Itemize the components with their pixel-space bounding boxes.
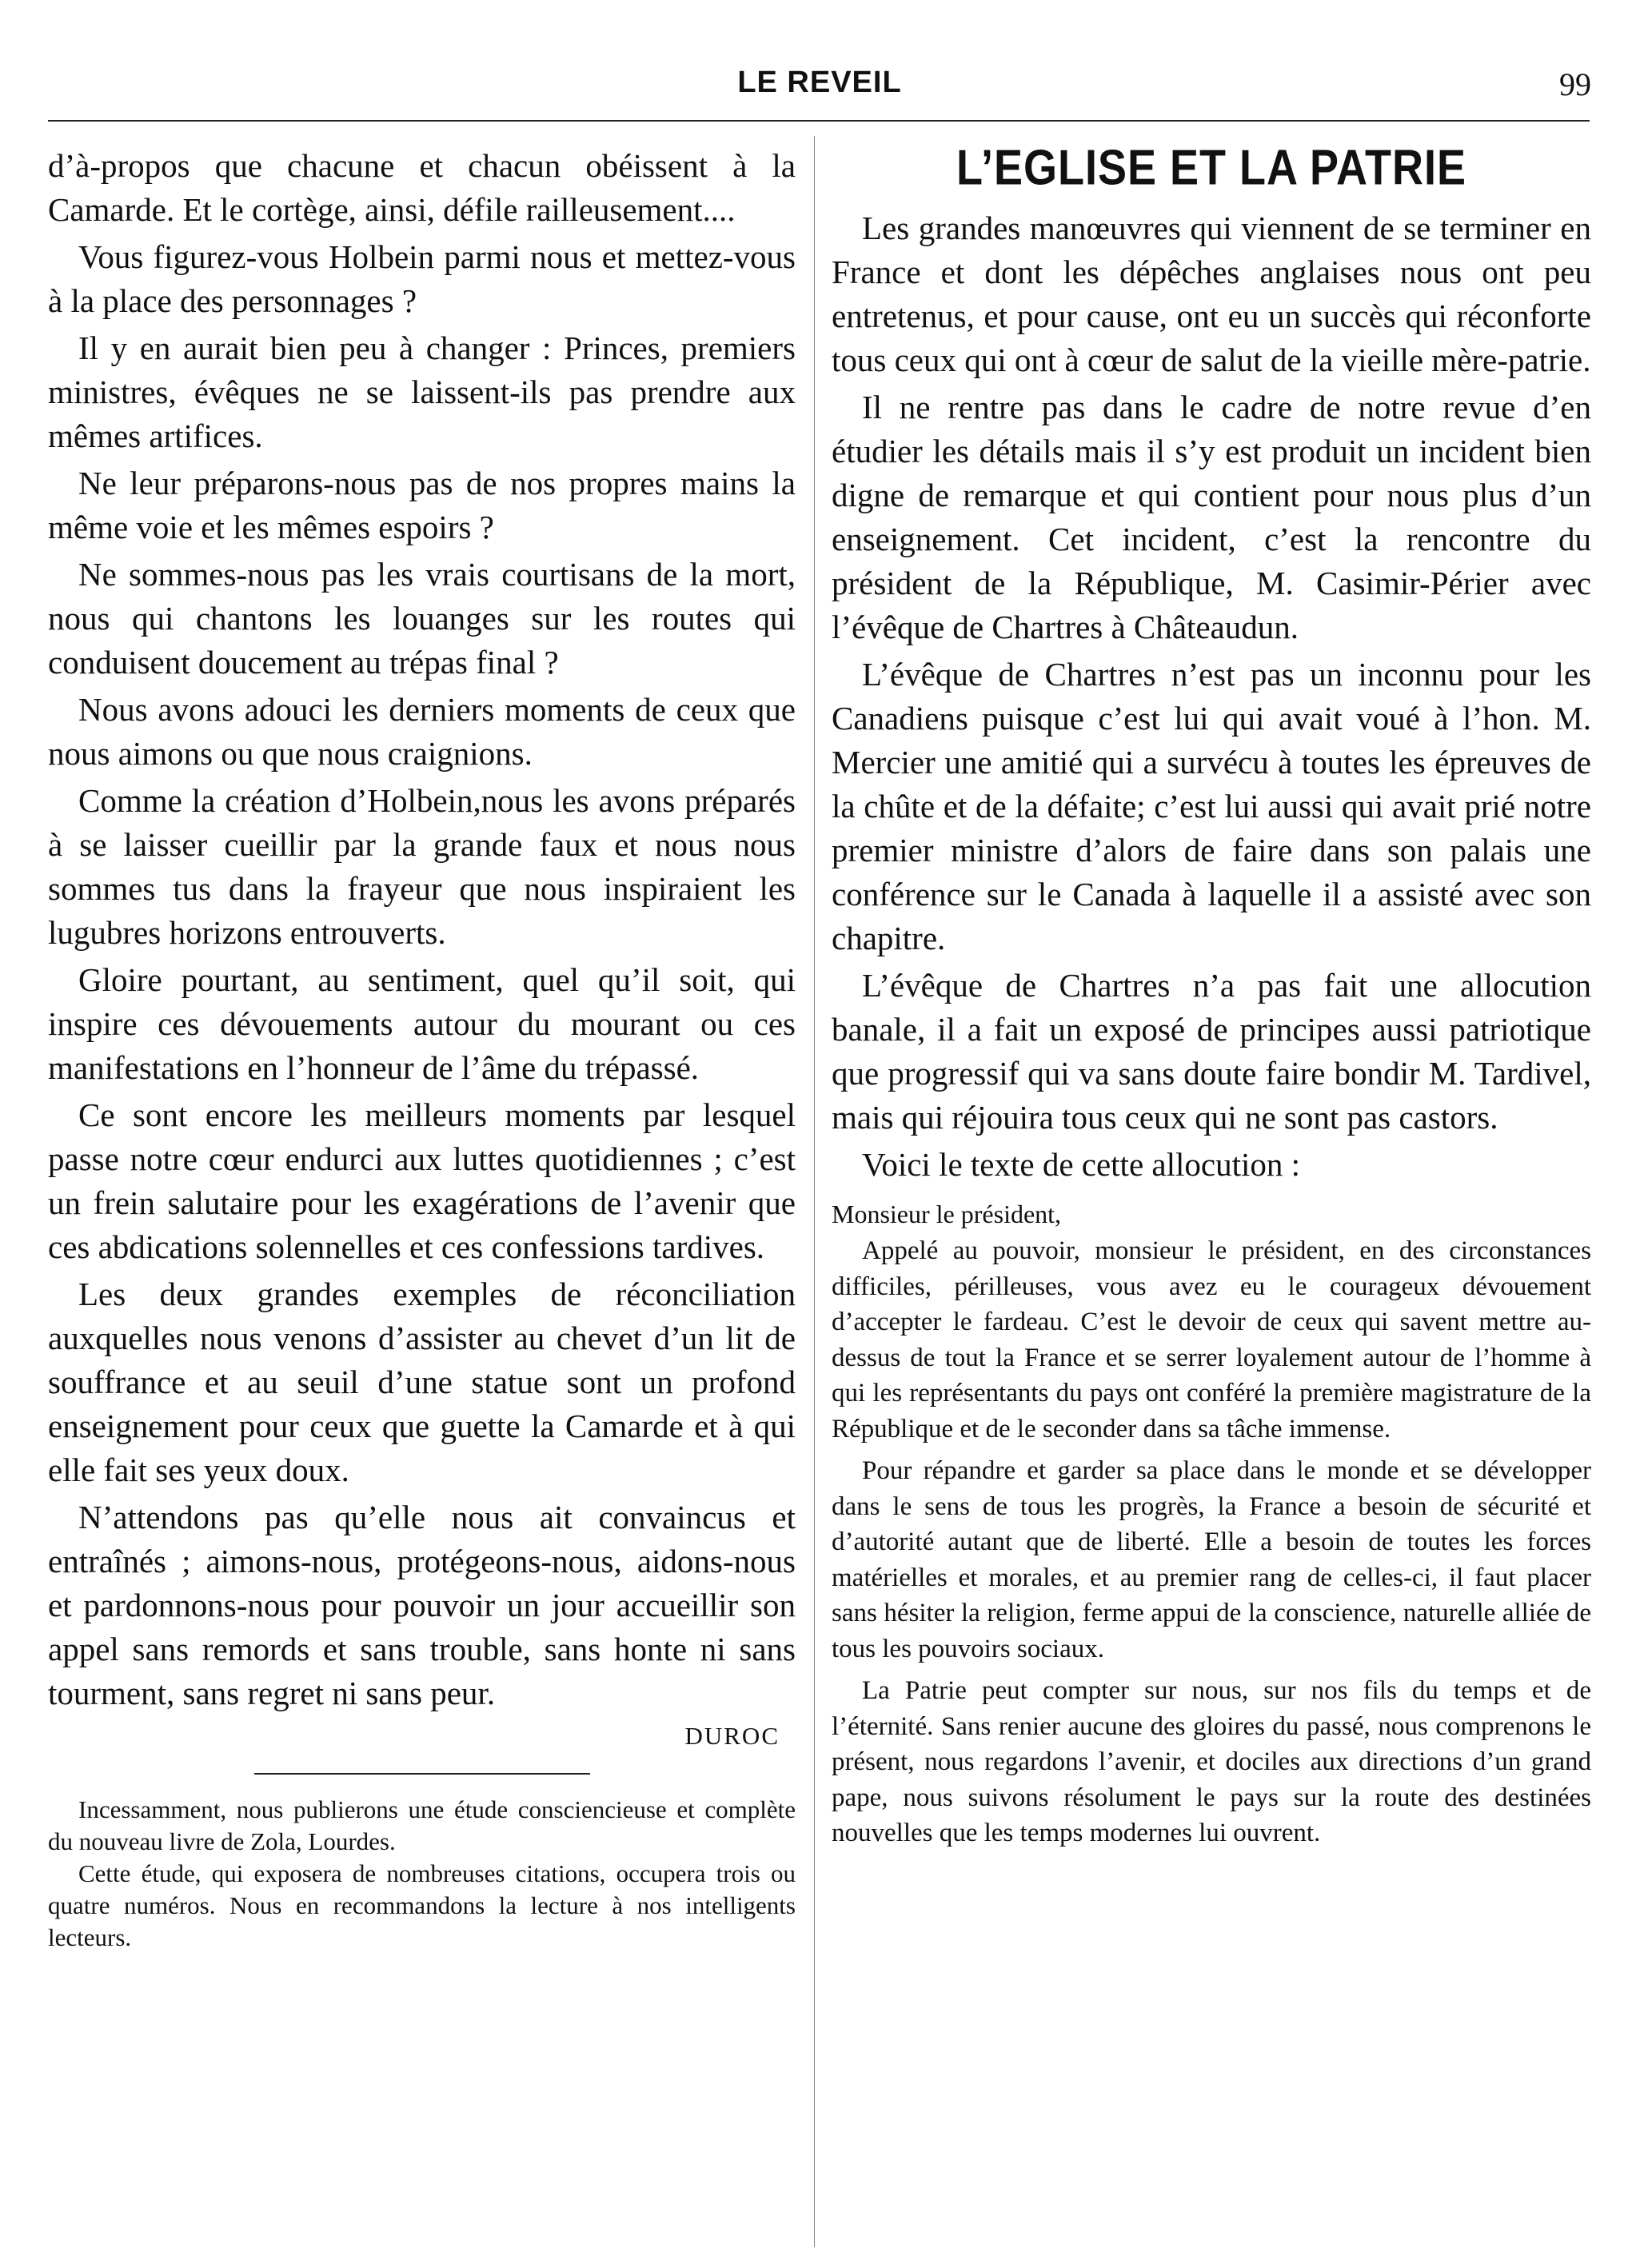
quote-salutation: Monsieur le président, xyxy=(832,1200,1062,1228)
editorial-note: Cette étude, qui exposera de nombreuses citations, occupera trois ou quatre numéros. Nous en recommandons la lecture à nos intelligents lecteurs. xyxy=(48,1859,796,1951)
paragraph: Il y en aurait bien peu à changer : Princes, premiers ministres, évêques ne se laissent-ils pas prendre aux mêmes artifices. xyxy=(48,329,796,454)
signature-rule xyxy=(254,1773,590,1775)
right-column xyxy=(832,144,1591,1858)
paragraph: Gloire pourtant, au sentiment, quel qu’il soit, qui inspire ces dévouements autour du mourant ou ces manifestations en l’honneur de l’âme du trépassé. xyxy=(48,961,796,1086)
journal-title: LE REVEIL xyxy=(737,66,902,99)
author-signature: DUROC xyxy=(684,1722,780,1750)
paragraph: N’attendons pas qu’elle nous ait convaincus et entraînés ; aimons-nous, protégeons-nous, aidons-nous et pardonnons-nous pour pouvoir un jour accueillir son appel sans remords et sans trouble, sans honte ni sans tourment, sans regret ni sans peur. xyxy=(48,1499,796,1711)
paragraph: Les grandes manœuvres qui viennent de se terminer en France et dont les dépêches anglaises nous ont peu entretenus, et pour cause, ont eu un succès qui réconforte tous ceux qui ont à cœur de salut de la vieille mère-patrie. xyxy=(832,210,1591,378)
paragraph: L’évêque de Chartres n’est pas un inconnu pour les Canadiens puisque c’est lui qui avait voué à l’hon. M. Mercier une amitié qui a survécu à toutes les épreuves de la chûte et de la défaite; c’est lui aussi qui avait prié notre premier ministre d’alors de faire dans son palais une conférence sur le Canada à laquelle il a assisté avec son chapitre. xyxy=(832,656,1591,956)
paragraph: Voici le texte de cette allocution : xyxy=(862,1146,1300,1183)
left-column xyxy=(48,144,796,1954)
paragraph: d’à-propos que chacune et chacun obéissent à la Camarde. Et le cortège, ainsi, défile railleusement.... xyxy=(48,147,796,228)
running-header xyxy=(48,66,1591,106)
quoted-paragraph: Appelé au pouvoir, monsieur le président, en des circonstances difficiles, périlleuses, vous avez eu le courageux dévouement d’accepter le fardeau. C’est le devoir de ceux qui savent mettre au-dessus de tout la France et se serrer loyalement autour de l’homme à qui les représentants du pays ont conféré la première magistrature de la République et de le seconder dans sa tâche immense. xyxy=(832,1236,1591,1443)
paragraph: Comme la création d’Holbein,nous les avons préparés à se laisser cueillir par la grande faux et nous nous sommes tus dans la frayeur que nous inspiraient les lugubres horizons entrouverts. xyxy=(48,782,796,951)
editorial-note: Incessamment, nous publierons une étude consciencieuse et complète du nouveau livre de Zola, Lourdes. xyxy=(48,1795,796,1855)
quoted-paragraph: La Patrie peut compter sur nous, sur nos fils du temps et de l’éternité. Sans renier aucune des gloires du passé, nous comprenons le présent, nous regardons l’avenir, et dociles aux directions d’un grand pape, nous suivons résolument le pays sur la route des destinées nouvelles que les temps modernes lui ouvrent. xyxy=(832,1676,1591,1847)
paragraph: Nous avons adouci les derniers moments de ceux que nous aimons ou que nous craignions. xyxy=(48,691,796,772)
paragraph: Ne leur préparons-nous pas de nos propres mains la même voie et les mêmes espoirs ? xyxy=(48,465,796,545)
paragraph: Les deux grandes exemples de réconciliation auxquelles nous venons d’assister au chevet d’un lit de souffrance et au seuil d’une statue sont un profond enseignement pour ceux que guette la Camarde et à qui elle fait ses yeux doux. xyxy=(48,1276,796,1488)
paragraph: Ne sommes-nous pas les vrais courtisans de la mort, nous qui chantons les louanges sur les routes qui conduisent doucement au trépas final ? xyxy=(48,556,796,681)
article-title: L’EGLISE ET LA PATRIE xyxy=(956,144,1467,196)
paragraph: Ce sont encore les meilleurs moments par lesquel passe notre cœur endurci aux luttes quotidiennes ; c’est un frein salutaire pour les exagérations de l’avenir que ces abdications solennelles et ces confessions tardives. xyxy=(48,1096,796,1265)
page-number: 99 xyxy=(1559,66,1591,102)
paragraph: Il ne rentre pas dans le cadre de notre revue d’en étudier les détails mais il s’y est produit un incident bien digne de remarque et qui contient pour nous plus d’un enseignement. Cet incident, c’est la rencontre du président de la République, M. Casimir-Périer avec l’évêque de Chartres à Châteaudun. xyxy=(832,389,1591,645)
paragraph: L’évêque de Chartres n’a pas fait une allocution banale, il a fait un exposé de principes aussi patriotique que progressif qui va sans doute faire bondir M. Tardivel, mais qui réjouira tous ceux qui ne sont pas castors. xyxy=(832,967,1591,1136)
paragraph: Vous figurez-vous Holbein parmi nous et mettez-vous à la place des personnages ? xyxy=(48,238,796,319)
column-divider xyxy=(814,136,815,2247)
quoted-paragraph: Pour répandre et garder sa place dans le monde et se développer dans le sens de tous les progrès, la France a besoin de sécurité et d’autorité autant que de liberté. Elle a besoin de toutes les forces matérielles et morales, et au premier rang de celles-ci, il faut placer sans hésiter la religion, ferme appui de la conscience, naturelle alliée de tous les pouvoirs sociaux. xyxy=(832,1456,1591,1663)
header-rule xyxy=(48,120,1590,122)
